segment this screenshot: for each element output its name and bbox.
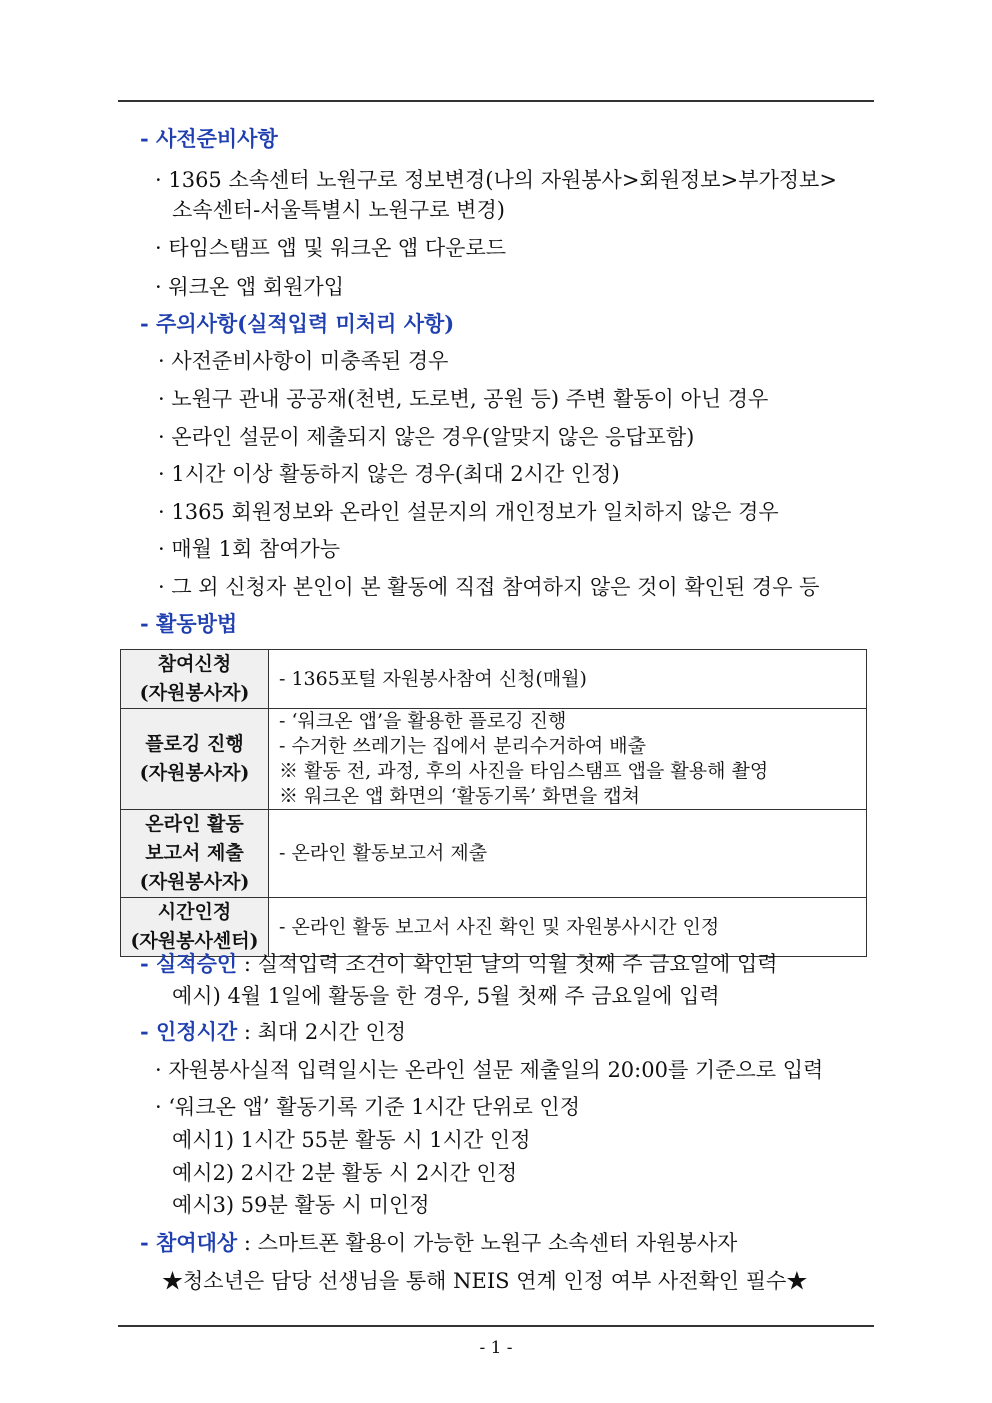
recognition-label: - 인정시간 [140,1019,238,1044]
row-label-line: 참여신청 [157,653,232,675]
recognition-example: 예시3) 59분 활동 시 미인정 [172,1193,430,1217]
row-description [269,650,867,709]
table-row [121,898,867,957]
row-label-line: (자원봉사자) [139,871,250,893]
row-description [269,898,867,957]
footer-rule [118,1325,874,1327]
recognition-example: 예시1) 1시간 55분 활동 시 1시간 인정 [172,1128,531,1152]
description-line: - 온라인 활동보고서 제출 [279,842,488,864]
recognition-line [140,1019,406,1045]
row-label [121,650,269,709]
caution-item: · 1365 회원정보와 온라인 설문지의 개인정보가 일치하지 않은 경우 [158,500,779,524]
prep-item: · 1365 소속센터 노원구로 정보변경(나의 자원봉사>회원정보>부가정보> [155,168,837,192]
description-line: - 1365포털 자원봉사참여 신청(매월) [279,667,587,690]
target-line [140,1230,737,1256]
activity-method-table [120,649,867,957]
row-label [121,898,269,957]
recognition-item: · ‘워크온 앱’ 활동기록 기준 1시간 단위로 인정 [155,1095,580,1119]
approval-example: 예시) 4월 1일에 활동을 한 경우, 5월 첫째 주 금요일에 입력 [172,984,720,1008]
recognition-item: · 자원봉사실적 입력일시는 온라인 설문 제출일의 20:00를 기준으로 입력 [155,1058,824,1082]
caution-item: · 1시간 이상 활동하지 않은 경우(최대 2시간 인정) [158,462,620,486]
target-label: - 참여대상 [140,1230,238,1255]
row-label [121,709,269,810]
approval-line [140,951,778,977]
description-line: - 온라인 활동 보고서 사진 확인 및 자원봉사시간 인정 [279,915,720,938]
row-label-line: 시간인정 [157,901,232,923]
recognition-example: 예시2) 2시간 2분 활동 시 2시간 인정 [172,1161,518,1185]
prep-item: · 타임스탬프 앱 및 워크온 앱 다운로드 [155,236,507,260]
prep-item: · 워크온 앱 회원가입 [155,275,344,299]
method-heading: - 활동방법 [140,611,238,636]
description-line: ※ 워크온 앱 화면의 ‘활동기록’ 화면을 캡쳐 [279,785,640,807]
description-line: ※ 활동 전, 과정, 후의 사진을 타임스탬프 앱을 활용해 촬영 [279,760,769,782]
row-label [121,810,269,898]
caution-item: · 온라인 설문이 제출되지 않은 경우(알맞지 않은 응답포함) [158,425,695,449]
row-label-line: 플로깅 진행 [145,733,244,755]
caution-item: · 사전준비사항이 미충족된 경우 [158,349,449,373]
caution-item: · 매월 1회 참여가능 [158,537,341,561]
caution-item: · 노원구 관내 공공재(천변, 도로변, 공원 등) 주변 활동이 아닌 경우 [158,387,769,411]
description-line: - ‘워크온 앱’을 활용한 플로깅 진행 [279,710,567,732]
prep-heading: - 사전준비사항 [140,126,278,151]
row-description [269,709,867,810]
target-text: : 스마트폰 활용이 가능한 노원구 소속센터 자원봉사자 [237,1231,738,1255]
row-description [269,810,867,898]
caution-item: · 그 외 신청자 본인이 본 활동에 직접 참여하지 않은 것이 확인된 경우 등 [158,575,820,599]
row-label-line: (자원봉사센터) [130,930,259,952]
row-label-line: (자원봉사자) [139,762,250,784]
recognition-text: : 최대 2시간 인정 [237,1020,407,1044]
row-label-line: 보고서 제출 [145,842,244,864]
table-row [121,810,867,898]
row-label-line: 온라인 활동 [145,813,244,835]
approval-label: - 실적승인 [140,951,238,976]
table-row [121,709,867,810]
header-rule [118,100,874,102]
row-label-line: (자원봉사자) [139,682,250,704]
approval-text: : 실적입력 조건이 확인된 날의 익월 첫째 주 금요일에 입력 [237,952,778,976]
prep-item-cont: 소속센터-서울특별시 노원구로 변경) [172,198,505,222]
caution-heading: - 주의사항(실적입력 미처리 사항) [140,311,455,336]
page-number: - 1 - [479,1338,513,1358]
table-row [121,650,867,709]
target-note: ★청소년은 담당 선생님을 통해 NEIS 연계 인정 여부 사전확인 필수★ [162,1269,808,1293]
description-line: - 수거한 쓰레기는 집에서 분리수거하여 배출 [279,735,646,757]
